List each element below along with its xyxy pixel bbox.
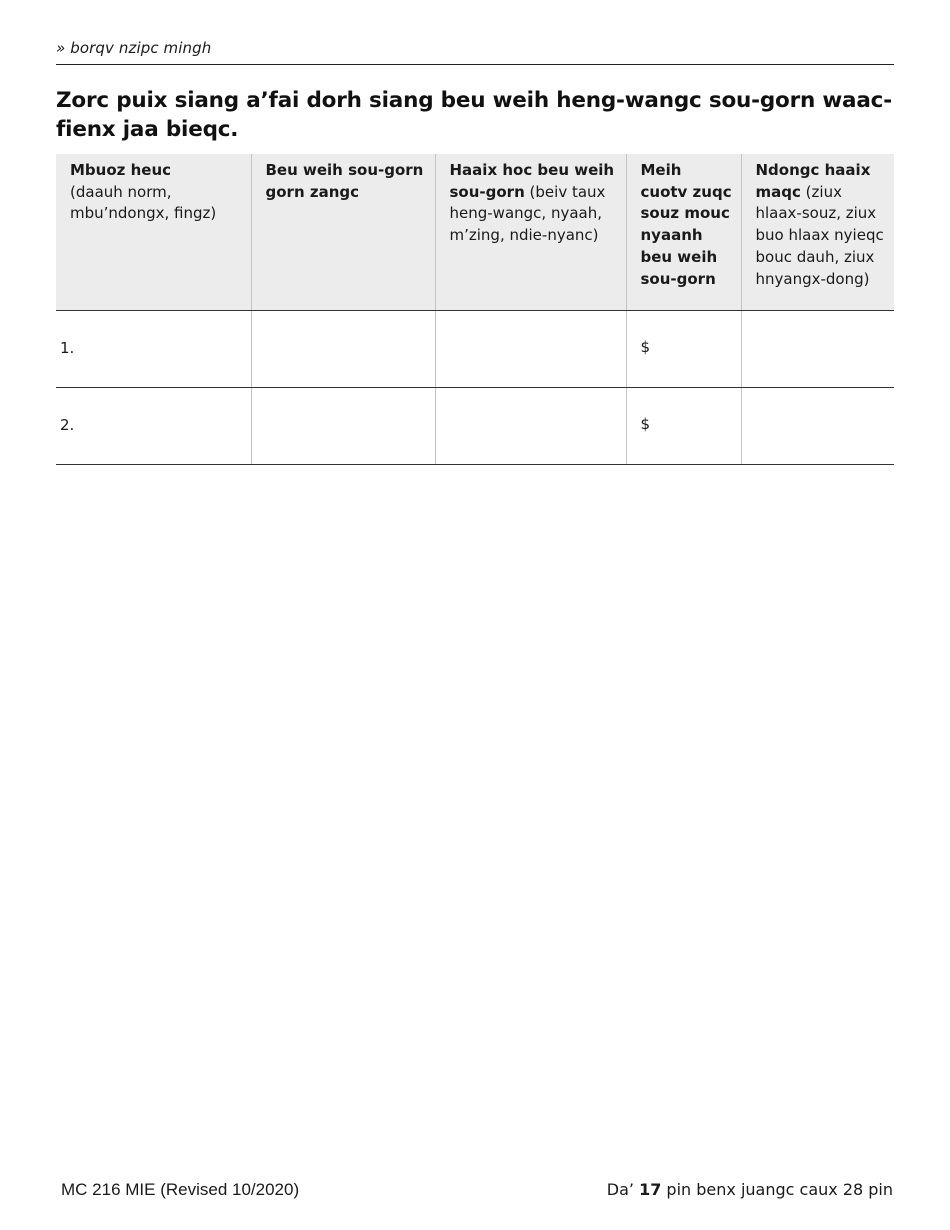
table-row [56,310,894,387]
column-header-frequency [741,154,894,310]
column-header-hint: (ziux hlaax-souz, ziux buo hlaax nyieqc bouc dauh, ziux hnyangx-dong) [755,182,884,288]
column-header-name [56,154,251,310]
column-header-label: Meih cuotv zuqc souz mouc nyaanh beu weih sou-gorn [640,161,732,288]
amount-cell[interactable]: $ [626,310,741,387]
column-header-label: Mbuoz heuc [70,161,172,179]
column-header-hint: (daauh norm, mbu’ndongx, fingz) [70,182,217,223]
section-heading: Zorc puix siang a’fai dorh siang beu weih heng-wangc sou-gorn waac-fienx jaa bieqc. [56,88,892,142]
benefits-table [56,154,894,465]
column-header-kind [435,154,626,310]
table-row [56,387,894,464]
column-header-cost [626,154,741,310]
row-number-cell[interactable]: 2. [56,387,251,464]
form-id: MC 216 MIE (Revised 10/2020) [61,1180,300,1199]
breadcrumb: » borqv nzipc mingh [56,39,212,57]
frequency-cell[interactable] [741,310,894,387]
kind-cell[interactable] [435,310,626,387]
page-suffix: pin benx juangc caux 28 pin [666,1180,893,1199]
column-header-label: Ndongc haaix maqc [755,161,871,201]
header-divider [56,64,894,65]
page-indicator [607,1180,893,1199]
type-cell[interactable] [251,387,435,464]
row-number-cell[interactable]: 1. [56,310,251,387]
column-header-label: Beu weih sou-gorn gorn zangc [265,161,424,201]
amount-cell[interactable]: $ [626,387,741,464]
table-header-row [56,154,894,310]
frequency-cell[interactable] [741,387,894,464]
column-header-label: Haaix hoc beu weih sou-gorn [449,161,615,201]
page-prefix: Da’ [606,1180,634,1199]
kind-cell[interactable] [435,387,626,464]
page-number: 17 [639,1180,662,1199]
column-header-hint: (beiv taux heng-wangc, nyaah, m’zing, ndie-nyanc) [449,182,606,245]
column-header-type [251,154,435,310]
type-cell[interactable] [251,310,435,387]
